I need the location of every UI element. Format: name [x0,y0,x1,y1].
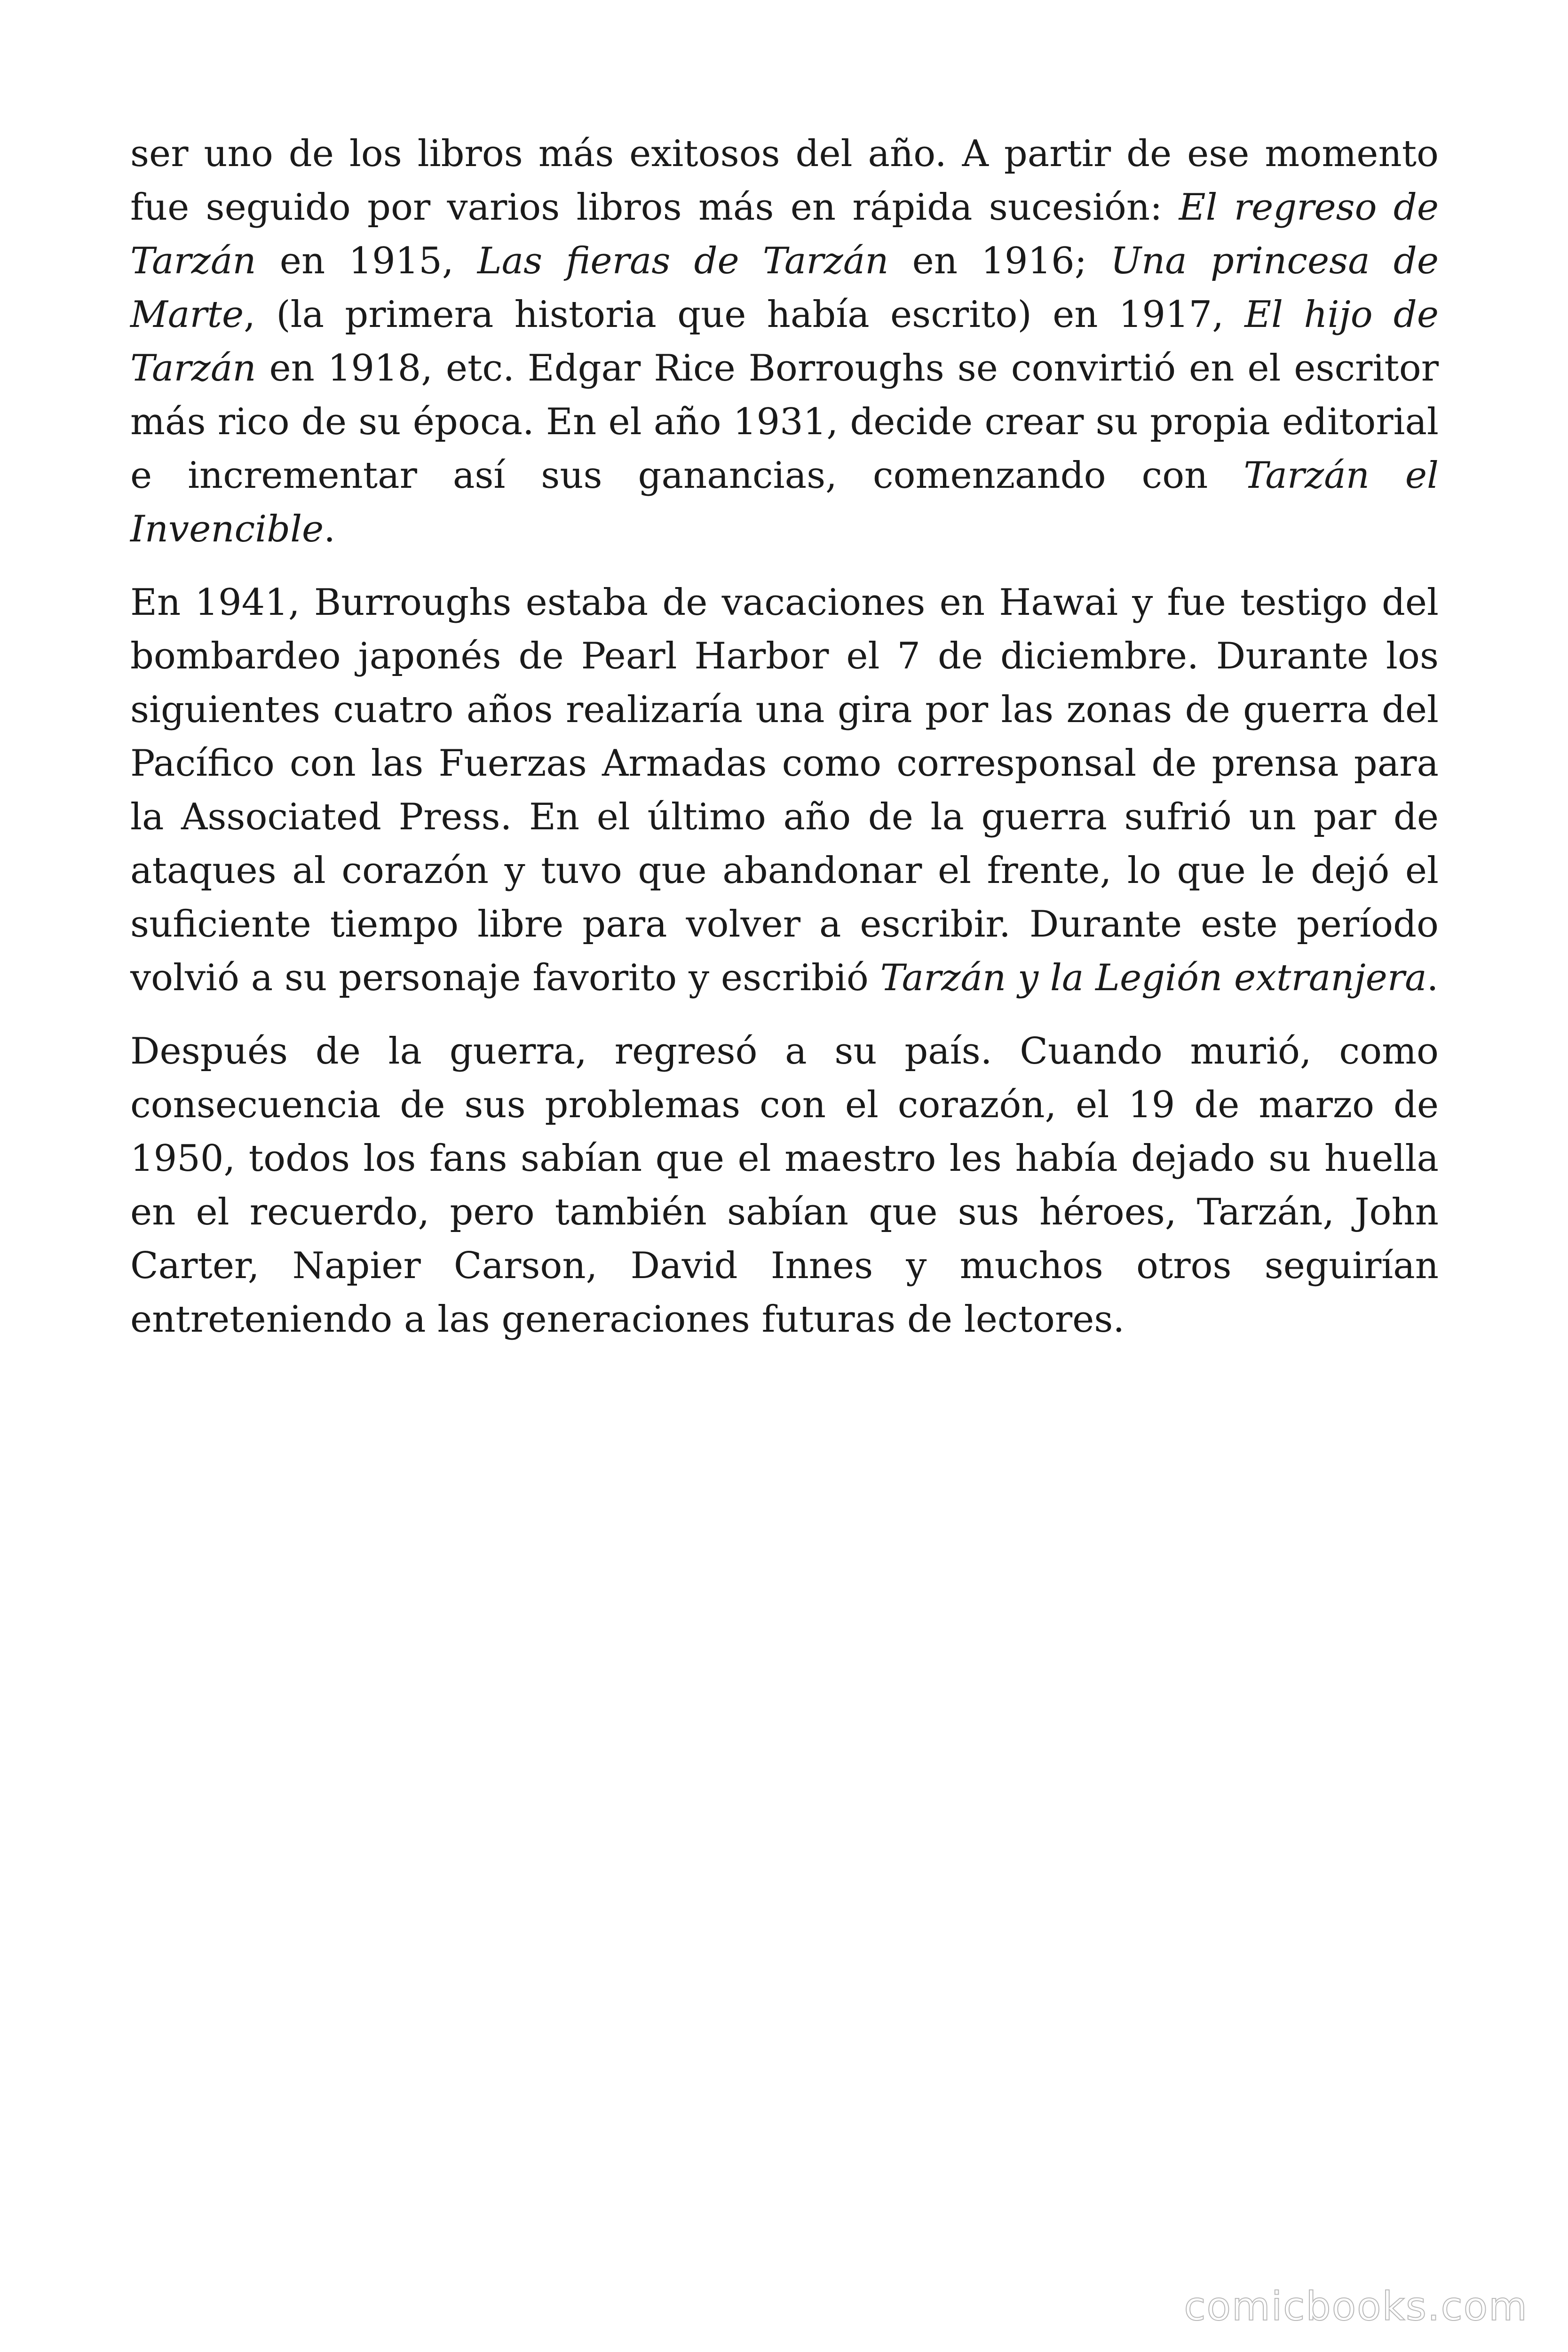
paragraph-3 [130,1025,1439,1346]
text-run: Después de la guerra, regresó a su país. Cuando murió, como consecuencia de sus problemas con el corazón, el 19 de marzo de 1950, todos los fans sabían que el maestro les había dejado su huella en el recuerdo, pero también sabían que sus héroes, Tarzán, John Carter, Napier Carson, David Innes y muchos otros seguirían entreteniendo a las generaciones futuras de lectores. [130,1030,1439,1341]
text-run: . [1426,957,1439,999]
text-run: ser uno de los libros más exitosos del año. A partir de ese momento fue seguido por varios libros más en rápida sucesión: [130,133,1439,229]
text-run: en 1915, [256,240,477,282]
paragraph-2 [130,576,1439,1005]
italic-title-run: El regreso de Tarzán [130,186,1439,282]
watermark: comicbooks.com [1184,2283,1528,2329]
italic-title-run: Las fieras de Tarzán [477,240,889,282]
text-run: en 1916; [888,240,1111,282]
italic-title-run: Tarzán el Invencible [130,454,1439,550]
italic-title-run: El hijo de Tarzán [130,294,1439,389]
paragraph-1 [130,127,1439,556]
italic-title-run: Tarzán y la Legión extranjera [880,957,1427,999]
text-run: . [324,508,335,550]
italic-title-run: Una princesa de Marte [130,240,1439,336]
text-run: en 1918, etc. Edgar Rice Borroughs se convirtió en el escritor más rico de su época. En el año 1931, decide crear su propia editorial e incrementar así sus ganancias, comenzando con [130,347,1439,497]
text-run: En 1941, Burroughs estaba de vacaciones en Hawai y fue testigo del bombardeo japonés de Pearl Harbor el 7 de diciembre. Durante los siguientes cuatro años realizaría una gira por las zonas de guerra del Pacífico con las Fuerzas Armadas como corresponsal de prensa para la Associated Press. En el último año de la guerra sufrió un par de ataques al corazón y tuvo que abandonar el frente, lo que le dejó el suficiente tiempo libre para volver a escribir. Durante este período volvió a su personaje favorito y escribió [130,581,1439,999]
body-text [130,127,1439,1366]
text-run: , (la primera historia que había escrito) en 1917, [244,294,1245,336]
